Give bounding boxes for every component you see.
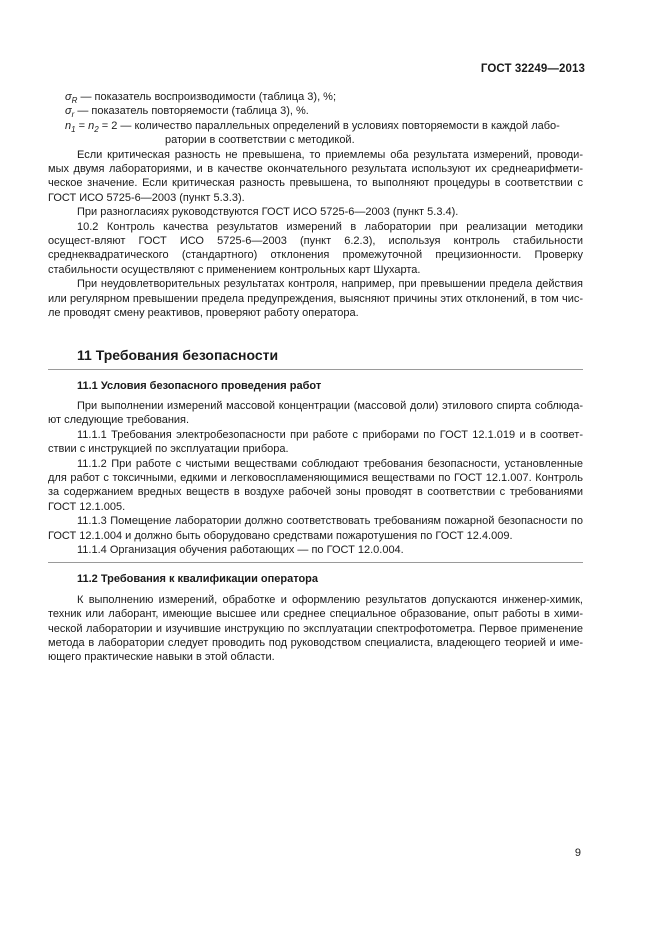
paragraph-11-2-operator-qualification: К выполнению измерений, обработке и оформлению результатов допускаются инженер-химик, техник или лаборант, имеющие высшее или среднее специальное образование, опыт работы в хими-ческой лаборатории и изучившие инструкцию по эксплуатации спектрофотометра. Первое применение метода в лаборатории следует проводить под руководством специалиста, владеющего теорией и име-ющего практические навыки в этой области.: [48, 593, 583, 664]
section-11-divider: [48, 369, 583, 370]
symbol-legend: [48, 90, 583, 148]
paragraph-critical-difference: Если критическая разность не превышена, то приемлемы оба результата измерений, проводи-мых двумя лабораториями, и в качестве окончательного результата используют их среднеарифмети-ческое значение. Если критическая разность превышена, то выполняют процедуры в соответствии с ГОСТ ИСО 5725-6—2003 (пункт 5.3.3).: [48, 148, 583, 204]
paragraph-11-1-2: 11.1.2 При работе с чистыми веществами соблюдают требования безопасности, установленные для работ с токсичными, едкими и легковоспламеняющимися веществами по ГОСТ 12.1.007. Контроль за содержанием вредных веществ в воздухе рабочей зоны проводят в соответствии с требованиями ГОСТ 12.1.005.: [48, 457, 583, 513]
paragraph-11-1-intro: При выполнении измерений массовой концентрации (массовой доли) этилового спирта соблюда-ют следующие требования.: [48, 399, 583, 427]
section-11-heading: 11 Требования безопасности: [77, 346, 279, 363]
legend-item-sigma-r-repeatability: $\sigma_r$ — показатель повторяемости (таблица 3), %.: [65, 105, 309, 120]
legend-item-sigma-r-reproducibility: $\sigma_R$ — показатель воспроизводимости (таблица 3), %;: [65, 91, 337, 106]
section-11-2-heading: 11.2 Требования к квалификации оператора: [77, 573, 319, 586]
legend-item-n1-n2: $n_1 = n_2 = 2$ — количество параллельных определений в условиях повторяемости в каждой лабо-: [65, 119, 560, 134]
section-11-1-divider: [48, 562, 583, 563]
standard-code-header: ГОСТ 32249—2013: [480, 63, 585, 75]
paragraph-disagreements: При разногласиях руководствуются ГОСТ ИСО 5725-6—2003 (пункт 5.3.4).: [77, 206, 459, 219]
paragraph-10-2-quality-control: 10.2 Контроль качества результатов измерений в лаборатории при реализации методики осущест-вляют ГОСТ ИСО 5725-6—2003 (пункт 6.2.3), используя контроль стабильности среднеквадратического (стандартного) отклонения промежуточной прецизионности. Проверку стабильности осуществляют с применением контрольных карт Шухарта.: [48, 220, 583, 276]
section-11-1-heading: 11.1 Условия безопасного проведения работ: [77, 379, 322, 392]
legend-item-n1-n2-continuation: ратории в соответствии с методикой.: [165, 134, 355, 147]
page-number: 9: [574, 847, 581, 859]
paragraph-unsatisfactory-results: При неудовлетворительных результатах контроля, например, при превышении предела действия или регулярном превышении предела предупреждения, выясняют причины этих отклонений, в том чис-ле проводят смену реактивов, проверяют работу оператора.: [48, 278, 583, 320]
page-content: [48, 90, 583, 665]
paragraph-11-1-4: 11.1.4 Организация обучения работающих — по ГОСТ 12.0.004.: [77, 543, 404, 556]
paragraph-11-1-1: 11.1.1 Требования электробезопасности при работе с приборами по ГОСТ 12.1.019 и в соответ-ствии с инструкцией по эксплуатации прибора.: [48, 428, 583, 456]
paragraph-11-1-3: 11.1.3 Помещение лаборатории должно соответствовать требованиям пожарной безопасности по ГОСТ 12.1.004 и должно быть оборудовано средствами пожаротушения по ГОСТ 12.4.009.: [48, 515, 583, 542]
